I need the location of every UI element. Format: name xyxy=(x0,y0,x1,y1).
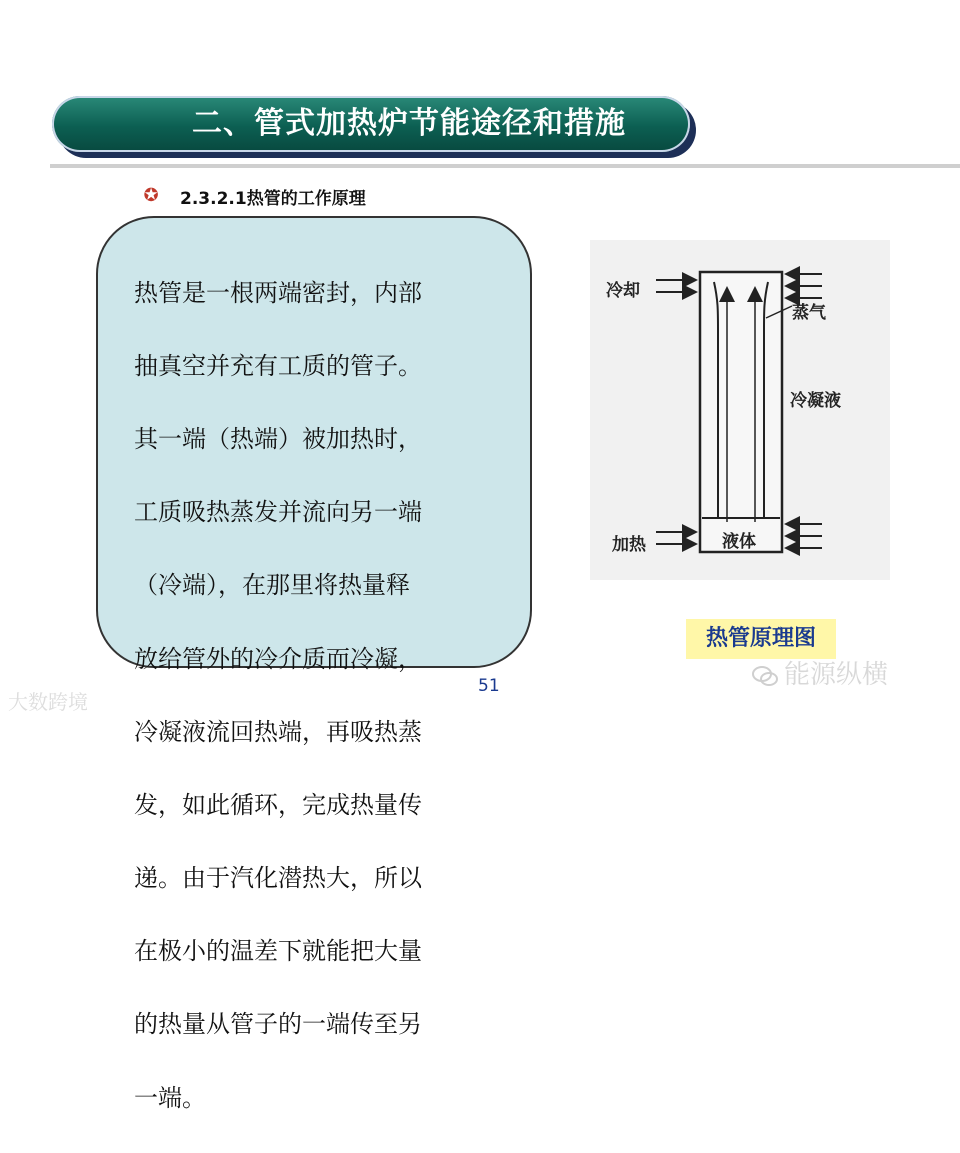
page-number: 51 xyxy=(478,676,500,696)
heat-pipe-diagram xyxy=(590,240,890,580)
wechat-logo-icon xyxy=(752,665,778,687)
label-heating: 加热 xyxy=(612,535,646,555)
label-condensate: 冷凝液 xyxy=(790,391,841,411)
label-vapor: 蒸气 xyxy=(792,303,826,323)
description-line: （冷端），在那里将热量释 xyxy=(134,571,410,600)
diagram-caption-box xyxy=(686,619,836,659)
watermark-left-text: 大数跨境 xyxy=(8,690,88,714)
diagram-caption: 热管原理图 xyxy=(705,626,816,651)
page-title: 二、管式加热炉节能途径和措施 xyxy=(192,106,626,141)
description-line: 放给管外的冷介质而冷凝， xyxy=(134,644,422,673)
watermark-right-text: 能源纵横 xyxy=(784,660,889,690)
description-line: 一端。 xyxy=(134,1083,206,1112)
description-line: 工质吸热蒸发并流向另一端 xyxy=(134,498,422,527)
pipe-wall xyxy=(700,272,782,552)
watermark-left xyxy=(8,686,88,715)
section-heading: 2.3.2.1热管的工作原理 xyxy=(180,189,366,209)
title-divider xyxy=(50,164,960,168)
title-banner xyxy=(52,96,690,152)
description-line: 热管是一根两端密封，内部 xyxy=(134,278,422,307)
description-line: 抽真空并充有工质的管子。 xyxy=(134,351,422,380)
star-bullet-icon: ✪ xyxy=(143,185,159,206)
watermark-right xyxy=(752,654,888,691)
description-line: 的热量从管子的一端传至另 xyxy=(134,1010,422,1039)
description-line: 递。由于汽化潜热大，所以 xyxy=(134,864,422,893)
description-line: 冷凝液流回热端，再吸热蒸 xyxy=(134,717,422,746)
description-line: 发，如此循环，完成热量传 xyxy=(134,790,422,819)
description-line: 其一端（热端）被加热时， xyxy=(134,424,422,453)
description-line: 在极小的温差下就能把大量 xyxy=(134,937,422,966)
label-cooling: 冷却 xyxy=(606,281,640,301)
label-liquid-core: 液体 xyxy=(722,532,756,552)
description-text xyxy=(134,238,506,1153)
